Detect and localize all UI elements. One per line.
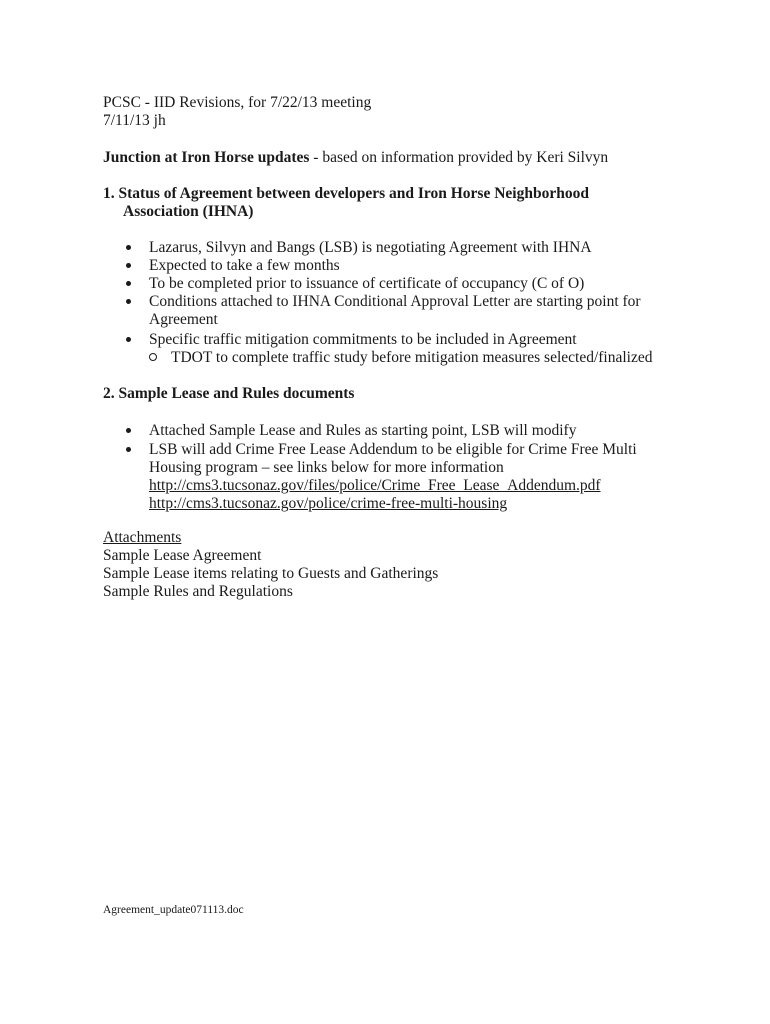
sub-list-item: TDOT to complete traffic study before mitigation measures selected/finalized xyxy=(171,349,653,366)
bullet-icon xyxy=(126,263,131,268)
list-item: LSB will add Crime Free Lease Addendum to be eligible for Crime Free Multi xyxy=(149,441,637,458)
list-item-continuation: Agreement xyxy=(149,311,218,328)
bullet-icon xyxy=(126,337,131,342)
bullet-icon xyxy=(126,281,131,286)
bullet-icon xyxy=(126,245,131,250)
list-item: Conditions attached to IHNA Conditional Approval Letter are starting point for xyxy=(149,293,641,310)
sub-bullet-icon xyxy=(149,353,157,361)
attachment-item: Sample Lease Agreement xyxy=(103,547,262,564)
attachment-item: Sample Rules and Regulations xyxy=(103,583,293,600)
intro-rest: - based on information provided by Keri Silvyn xyxy=(309,149,609,166)
bullet-icon xyxy=(126,428,131,433)
list-item: Lazarus, Silvyn and Bangs (LSB) is negotiating Agreement with IHNA xyxy=(149,239,592,256)
intro-bold: Junction at Iron Horse updates xyxy=(103,149,310,166)
bullet-icon xyxy=(126,299,131,304)
crime-free-addendum-link[interactable]: http://cms3.tucsonaz.gov/files/police/Crime_Free_Lease_Addendum.pdf xyxy=(149,477,601,494)
footer-filename: Agreement_update071113.doc xyxy=(103,904,244,916)
section1-title-line1: 1. Status of Agreement between developers and Iron Horse Neighborhood xyxy=(103,185,589,202)
list-item: Expected to take a few months xyxy=(149,257,340,274)
header-date: 7/11/13 jh xyxy=(103,112,166,129)
attachments-heading: Attachments xyxy=(103,529,182,546)
section2-title: 2. Sample Lease and Rules documents xyxy=(103,385,355,402)
bullet-icon xyxy=(126,447,131,452)
list-item: Attached Sample Lease and Rules as starting point, LSB will modify xyxy=(149,422,577,439)
list-item-continuation: Housing program – see links below for more information xyxy=(149,459,504,476)
list-item: Specific traffic mitigation commitments to be included in Agreement xyxy=(149,331,577,348)
intro-line xyxy=(103,148,608,167)
attachment-item: Sample Lease items relating to Guests and Gatherings xyxy=(103,565,439,582)
header-title: PCSC - IID Revisions, for 7/22/13 meeting xyxy=(103,94,372,111)
crime-free-housing-link[interactable]: http://cms3.tucsonaz.gov/police/crime-free-multi-housing xyxy=(149,495,508,512)
list-item: To be completed prior to issuance of certificate of occupancy (C of O) xyxy=(149,275,585,292)
section1-title-line2: Association (IHNA) xyxy=(123,203,254,220)
